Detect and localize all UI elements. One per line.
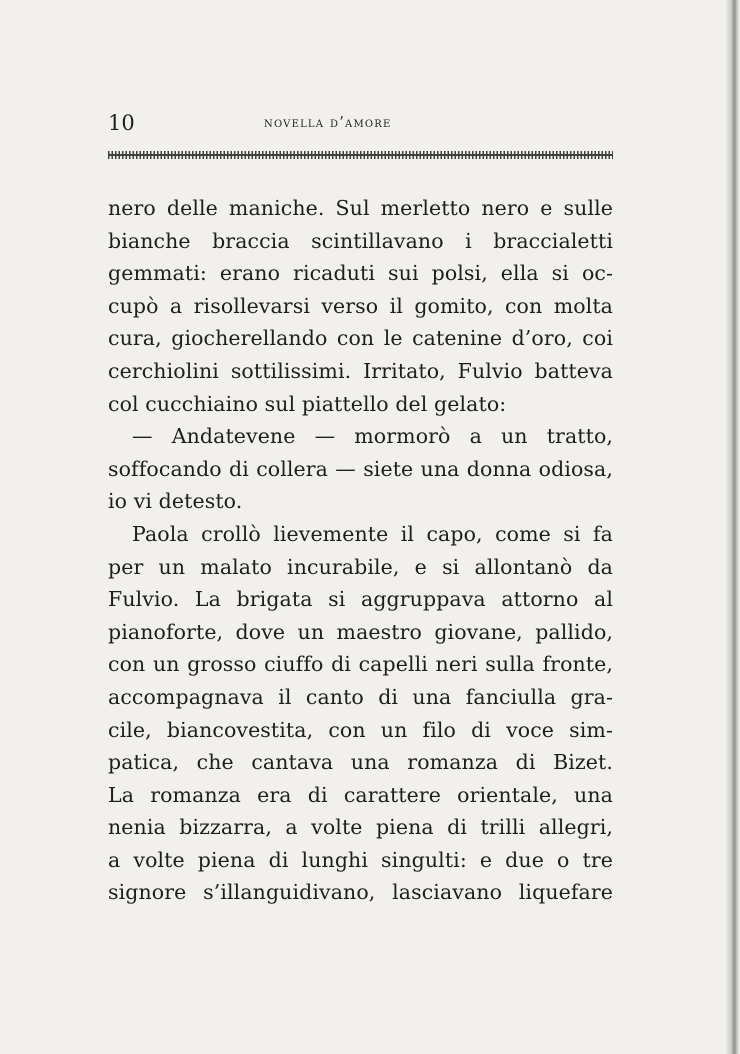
running-title: novella d’amore [264, 115, 392, 131]
paragraph-1 [108, 192, 613, 420]
text-line: cerchiolini sottilissimi. Irritato, Fulvio batteva [108, 358, 613, 383]
text-line: — Andatevene — mormorò a un tratto, [132, 424, 613, 449]
text-line: nero delle maniche. Sul merletto nero e sulle [108, 196, 613, 220]
text-line: per un malato incurabile, e si allontanò da [108, 554, 613, 579]
text-line: accompagnava il canto di una fanciulla gra- [108, 684, 613, 709]
text-line: col cucchiaino sul piattello del gelato: [108, 391, 507, 416]
text-line: Paola crollò lievemente il capo, come si fa [132, 521, 613, 546]
text-line: cupò a risollevarsi verso il gomito, con molta [108, 293, 613, 318]
text-line: cile, biancovestita, con un filo di voce sim- [108, 717, 613, 742]
text-line: con un grosso ciuffo di capelli neri sulla fronte, [108, 652, 613, 677]
text-line: a volte piena di lunghi singulti: e due o tre [108, 847, 613, 872]
text-line: patica, che cantava una romanza di Bizet. [108, 750, 613, 775]
text-line: pianoforte, dove un maestro giovane, pallido, [108, 619, 613, 644]
ornamental-rule [108, 151, 613, 159]
text-line: gemmati: erano ricaduti sui polsi, ella si oc- [108, 261, 613, 286]
text-line: io vi detesto. [108, 489, 243, 514]
page-number: 10 [108, 111, 135, 135]
text-line: Fulvio. La brigata si aggruppava attorno al [108, 587, 613, 612]
text-line: La romanza era di carattere orientale, una [108, 782, 613, 807]
paragraph-2 [108, 420, 613, 518]
text-line: soffocando di collera — siete una donna odiosa, [108, 456, 613, 481]
text-line: bianche braccia scintillavano i braccialetti [108, 228, 613, 253]
page-header [108, 108, 613, 138]
text-line: nenia bizzarra, a volte piena di trilli allegri, [108, 815, 613, 840]
text-line: signore s’illanguidivano, lasciavano liquefare [108, 880, 613, 905]
body-text [108, 192, 613, 909]
paragraph-3 [108, 518, 613, 909]
page-edge-shadow [726, 0, 740, 1054]
text-line: cura, giocherellando con le catenine d’oro, coi [108, 326, 613, 351]
